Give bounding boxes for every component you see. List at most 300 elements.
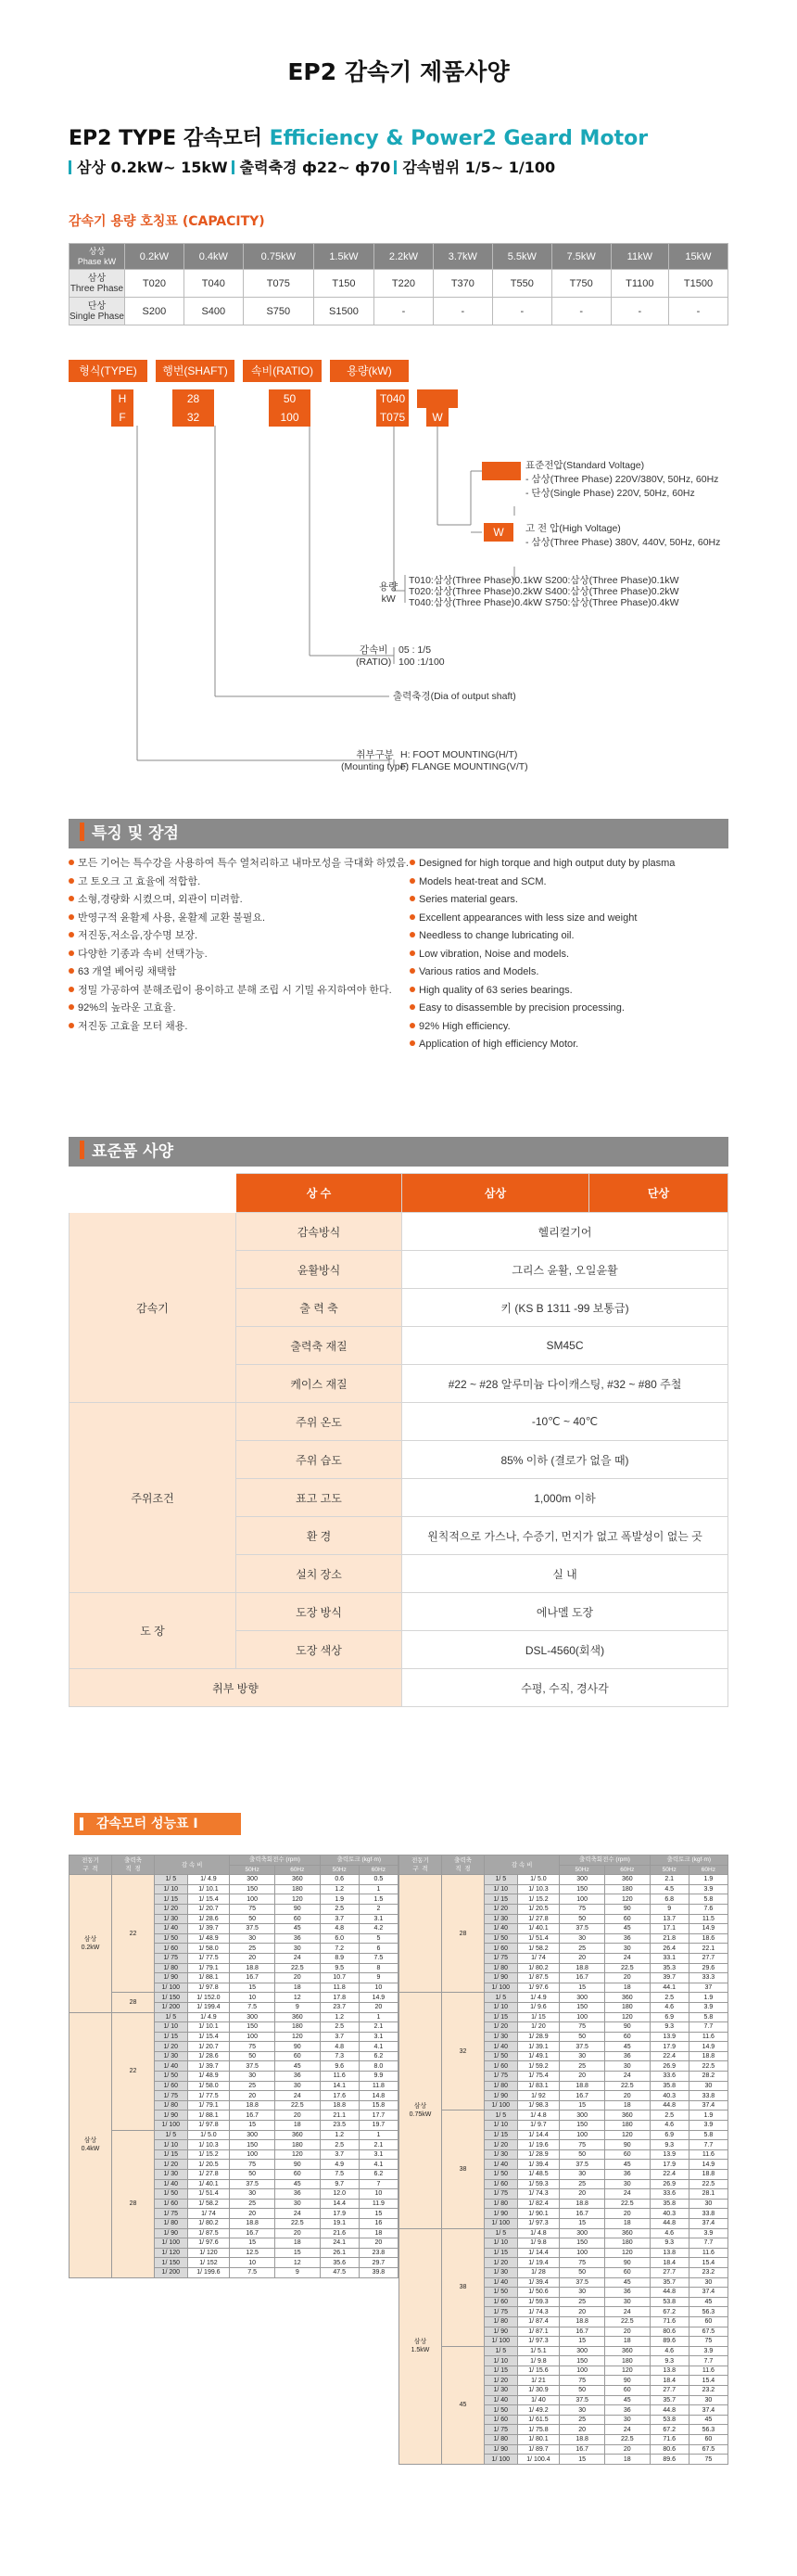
perf-ratio: 1/ 30 xyxy=(485,2386,518,2396)
perf-value: 1/ 15.2 xyxy=(517,1894,560,1905)
capacity-title: 감속기 용량 호칭표 (CAPACITY) xyxy=(69,214,265,229)
capacity-cell: S200 xyxy=(124,298,183,325)
perf-value: 1/ 49.2 xyxy=(517,2405,560,2416)
perf-ratio: 1/ 20 xyxy=(155,2160,188,2170)
feature-item: 저진동 고효율 모터 채용. xyxy=(69,1018,409,1037)
perf-head-ratio: 감 속 비 xyxy=(155,1855,230,1875)
perf-value: 15 xyxy=(560,2218,605,2228)
perf-value: 1/ 88.1 xyxy=(187,1973,230,1983)
perf-value: 3.9 xyxy=(689,1884,727,1894)
perf-value: 17.9 xyxy=(650,2160,689,2170)
spec-item: 표고 고도 xyxy=(236,1479,402,1517)
perf-value: 1.2 xyxy=(320,2012,359,2022)
perf-value: 9.5 xyxy=(320,1963,359,1973)
perf-value: 23.7 xyxy=(320,2002,359,2012)
perf-value: 29.7 xyxy=(359,2258,398,2268)
perf-value: 1/ 15 xyxy=(517,2012,560,2022)
perf-value: 11.6 xyxy=(689,2149,727,2160)
perf-value: 1/ 4.9 xyxy=(187,2012,230,2022)
perf-ratio: 1/ 30 xyxy=(155,2051,188,2061)
perf-ratio: 1/ 90 xyxy=(155,2228,188,2238)
perf-value: 24 xyxy=(604,2189,650,2200)
perf-value: 1/ 100.4 xyxy=(517,2455,560,2465)
perf-ratio: 1/ 10 xyxy=(485,2356,518,2366)
capacity-kw-6: 5.5kW xyxy=(492,244,551,270)
perf-value: 20 xyxy=(560,1953,605,1963)
perf-ratio: 1/ 40 xyxy=(485,2042,518,2052)
perf-value: 3.9 xyxy=(689,2228,727,2238)
feature-item: Application of high efficiency Motor. xyxy=(410,1036,675,1054)
perf-value: 60 xyxy=(604,2267,650,2277)
perf-value: 1/ 39.1 xyxy=(517,2042,560,2052)
feature-item: Excellent appearances with less size and weight xyxy=(410,910,675,928)
perf-value: 22.5 xyxy=(604,2435,650,2445)
perf-value: 22.5 xyxy=(274,1963,320,1973)
perf-value: 60 xyxy=(604,2386,650,2396)
perf-value: 25 xyxy=(230,1944,275,1954)
perf-value: 30 xyxy=(604,2061,650,2072)
perf-value: 20 xyxy=(604,2091,650,2101)
mount-flange: F: FLANGE MOUNTING(V/T) xyxy=(400,761,528,772)
perf-value: 30 xyxy=(604,2179,650,2189)
perf-value: 7.7 xyxy=(689,2022,727,2033)
perf-value: 180 xyxy=(604,2002,650,2012)
perf-ratio: 1/ 15 xyxy=(485,2012,518,2022)
perf-value: 1/ 120 xyxy=(187,2248,230,2258)
perf-value: 22.5 xyxy=(689,2179,727,2189)
perf-value: 1/ 74 xyxy=(187,2209,230,2219)
perf-value: 20 xyxy=(359,2002,398,2012)
perf-value: 1/ 28.9 xyxy=(517,2032,560,2042)
perf-value: 9 xyxy=(359,1973,398,1983)
perf-ratio: 1/ 80 xyxy=(485,1963,518,1973)
perf-value: 1/ 5.0 xyxy=(187,2130,230,2140)
perf-value: 1/ 40 xyxy=(517,2395,560,2405)
features-english-list xyxy=(410,855,675,1054)
perf-value: 30 xyxy=(560,2051,605,2061)
capacity-cell: T040 xyxy=(183,270,243,298)
performance-table-left xyxy=(69,1855,398,2278)
ratio-list-1: 05 : 1/5 xyxy=(398,644,432,656)
perf-value: 300 xyxy=(560,2111,605,2121)
perf-head-shaft: 출력축 직 경 xyxy=(442,1855,485,1875)
perf-value: 89.6 xyxy=(650,2455,689,2465)
perf-ratio: 1/ 90 xyxy=(485,1973,518,1983)
perf-value: 4.6 xyxy=(650,2121,689,2131)
perf-value: 50 xyxy=(230,2170,275,2180)
perf-value: 12 xyxy=(274,2258,320,2268)
bullet-icon xyxy=(69,914,74,920)
perf-value: 11.8 xyxy=(359,2081,398,2091)
perf-value: 1.9 xyxy=(320,1894,359,1905)
perf-value: 20 xyxy=(230,2209,275,2219)
perf-value: 1/ 40.1 xyxy=(517,1924,560,1934)
perf-value: 15 xyxy=(560,1983,605,1993)
perf-head-hz: 50Hz xyxy=(560,1865,605,1875)
perf-value: 3.9 xyxy=(689,2346,727,2356)
perf-value: 30 xyxy=(689,2277,727,2288)
perf-value: 3.1 xyxy=(359,2149,398,2160)
spec-value: DSL-4560(회색) xyxy=(402,1631,728,1669)
perf-value: 1/ 59.3 xyxy=(517,2179,560,2189)
perf-value: 18.8 xyxy=(560,2435,605,2445)
kw-code-t075: T075 xyxy=(376,408,409,427)
perf-value: 1/ 20 xyxy=(517,2022,560,2033)
perf-head-hz: 60Hz xyxy=(359,1865,398,1875)
perf-value: 18 xyxy=(604,2337,650,2347)
motor-title xyxy=(69,122,648,151)
perf-value: 100 xyxy=(230,1894,275,1905)
perf-value: 60 xyxy=(604,2149,650,2160)
perf-value: 18.8 xyxy=(689,2051,727,2061)
perf-value: 3.9 xyxy=(689,2121,727,2131)
perf-ratio: 1/ 10 xyxy=(155,2022,188,2033)
perf-ratio: 1/ 80 xyxy=(155,2218,188,2228)
perf-value: 50 xyxy=(560,2149,605,2160)
perf-value: 150 xyxy=(560,1884,605,1894)
perf-ratio: 1/ 30 xyxy=(485,1914,518,1924)
perf-ratio: 1/ 15 xyxy=(155,1894,188,1905)
perf-value: 15 xyxy=(560,2337,605,2347)
perf-value: 1/ 87.5 xyxy=(187,2228,230,2238)
shaft-code-28: 28 xyxy=(172,389,214,408)
perf-value: 6.0 xyxy=(320,1933,359,1944)
perf-value: 37.5 xyxy=(230,2179,275,2189)
perf-value: 3.1 xyxy=(359,2032,398,2042)
perf-ratio: 1/ 40 xyxy=(485,2395,518,2405)
perf-value: 14.8 xyxy=(359,2091,398,2101)
perf-value: 21.8 xyxy=(650,1933,689,1944)
perf-value: 17.9 xyxy=(650,2042,689,2052)
perf-row xyxy=(399,1875,728,1885)
perf-head-hz: 50Hz xyxy=(320,1865,359,1875)
bullet-icon xyxy=(69,878,74,884)
perf-row xyxy=(70,2012,398,2022)
perf-value: 300 xyxy=(560,2346,605,2356)
perf-value: 1 xyxy=(359,2130,398,2140)
spec-value: -10℃ ~ 40℃ xyxy=(402,1403,728,1441)
perf-ratio: 1/ 40 xyxy=(155,2179,188,2189)
spec-value: 에나멜 도장 xyxy=(402,1593,728,1631)
perf-value: 5.8 xyxy=(689,2130,727,2140)
perf-value: 90 xyxy=(604,2140,650,2150)
perf-ratio: 1/ 10 xyxy=(485,2121,518,2131)
perf-value: 1/ 15.6 xyxy=(517,2366,560,2376)
perf-value: 360 xyxy=(604,2228,650,2238)
perf-value: 25 xyxy=(560,2297,605,2307)
perf-ratio: 1/ 80 xyxy=(485,2199,518,2209)
perf-value: 19.7 xyxy=(359,2121,398,2131)
perf-value: 8 xyxy=(359,1963,398,1973)
spec-value: 그리스 윤활, 오일윤활 xyxy=(402,1251,728,1289)
perf-ratio: 1/ 5 xyxy=(155,2130,188,2140)
perf-value: 0.5 xyxy=(359,1875,398,1885)
perf-ratio: 1/ 50 xyxy=(485,2051,518,2061)
perf-value: 36 xyxy=(604,2170,650,2180)
perf-ratio: 1/ 15 xyxy=(485,2366,518,2376)
perf-value: 18 xyxy=(604,2100,650,2111)
perf-value: 1/ 97.6 xyxy=(187,2238,230,2249)
perf-value: 120 xyxy=(274,2032,320,2042)
perf-ratio: 1/ 50 xyxy=(485,1933,518,1944)
perf-value: 1/ 80.1 xyxy=(517,2435,560,2445)
perf-ratio: 1/ 50 xyxy=(485,2405,518,2416)
perf-value: 100 xyxy=(560,1894,605,1905)
capacity-kw-7: 7.5kW xyxy=(551,244,611,270)
perf-motor: 삼상 0.2kW xyxy=(70,1875,112,2012)
perf-row xyxy=(399,2346,728,2356)
perf-value: 1/ 83.1 xyxy=(517,2081,560,2091)
perf-value: 30 xyxy=(560,1933,605,1944)
perf-value: 17.6 xyxy=(320,2091,359,2101)
kw-header: 용량(kW) xyxy=(330,360,409,382)
perf-value: 1/ 79.1 xyxy=(187,2100,230,2111)
perf-row xyxy=(399,2228,728,2238)
perf-value: 180 xyxy=(604,2121,650,2131)
capacity-cell: S1500 xyxy=(313,298,373,325)
perf-value: 13.7 xyxy=(650,1914,689,1924)
mount-foot: H: FOOT MOUNTING(H/T) xyxy=(400,749,518,760)
type-code-f: F xyxy=(111,408,133,427)
perf-value: 35.8 xyxy=(650,2081,689,2091)
perf-ratio: 1/ 10 xyxy=(485,2238,518,2249)
perf-value: 11.8 xyxy=(320,1983,359,1993)
perf-value: 11.9 xyxy=(359,2199,398,2209)
perf-value: 1/ 59.2 xyxy=(517,2061,560,2072)
perf-value: 10 xyxy=(359,2189,398,2200)
perf-value: 67.2 xyxy=(650,2307,689,2317)
perf-value: 360 xyxy=(604,1993,650,2003)
capacity-cell: - xyxy=(611,298,668,325)
perf-value: 80.6 xyxy=(650,2327,689,2337)
perf-value: 11.6 xyxy=(689,2248,727,2258)
perf-value: 150 xyxy=(560,2002,605,2012)
feature-item: Designed for high torque and high output duty by plasma xyxy=(410,855,675,874)
perf-value: 30 xyxy=(560,2288,605,2298)
perf-value: 36 xyxy=(604,2051,650,2061)
perf-value: 18.8 xyxy=(230,2100,275,2111)
perf-value: 150 xyxy=(560,2356,605,2366)
perf-value: 60 xyxy=(274,2051,320,2061)
perf-value: 37.4 xyxy=(689,2100,727,2111)
perf-value: 20 xyxy=(560,2189,605,2200)
perf-value: 3.7 xyxy=(320,1914,359,1924)
bullet-icon xyxy=(410,860,415,865)
perf-value: 40.3 xyxy=(650,2209,689,2219)
perf-value: 11.6 xyxy=(689,2366,727,2376)
spec-item: 출력축 재질 xyxy=(236,1327,402,1365)
spec-item: 도장 방식 xyxy=(236,1593,402,1631)
perf-value: 60 xyxy=(604,2032,650,2042)
perf-value: 0.6 xyxy=(320,1875,359,1885)
ratio-header: 속비(RATIO) xyxy=(243,360,322,382)
perf-value: 1/ 82.4 xyxy=(517,2199,560,2209)
spec-value: #22 ~ #28 알루미늄 다이캐스팅, #32 ~ #80 주철 xyxy=(402,1365,728,1403)
perf-value: 2.5 xyxy=(320,1904,359,1914)
perf-value: 300 xyxy=(230,2130,275,2140)
perf-value: 20 xyxy=(604,2327,650,2337)
perf-ratio: 1/ 30 xyxy=(485,2267,518,2277)
spec-value: 1,000m 이하 xyxy=(402,1479,728,1517)
perf-ratio: 1/ 50 xyxy=(155,2072,188,2082)
perf-value: 16.7 xyxy=(560,2209,605,2219)
perf-value: 53.8 xyxy=(650,2297,689,2307)
feature-item: High quality of 63 series bearings. xyxy=(410,982,675,1001)
perf-value: 75 xyxy=(230,1904,275,1914)
bullet-icon xyxy=(410,1004,415,1010)
feature-item: 반영구적 윤활제 사용, 윤활제 교환 불필요. xyxy=(69,910,409,928)
perf-value: 36 xyxy=(274,1933,320,1944)
motor-shaft-range: 출력축경 ф22~ ф70 xyxy=(239,159,391,176)
perf-head-hz: 60Hz xyxy=(604,1865,650,1875)
kw-list-1: T010:삼상(Three Phase)0.1kW S200:삼상(Three Phase)0.1kW xyxy=(409,575,679,586)
perf-value: 20 xyxy=(560,2425,605,2435)
perf-shaft: 28 xyxy=(112,1993,155,2012)
perf-value: 33.6 xyxy=(650,2072,689,2082)
perf-value: 1/ 80.2 xyxy=(187,2218,230,2228)
perf-ratio: 1/ 5 xyxy=(155,1875,188,1885)
kw-list-3: T040:삼상(Three Phase)0.4kW S750:삼상(Three Phase)0.4kW xyxy=(409,597,679,608)
perf-value: 90 xyxy=(604,2376,650,2386)
shaft-label: 출력축경(Dia of output shaft) xyxy=(393,691,516,702)
perf-value: 44.8 xyxy=(650,2218,689,2228)
perf-value: 180 xyxy=(274,2140,320,2150)
perf-value: 45 xyxy=(274,2061,320,2072)
perf-value: 35.7 xyxy=(650,2277,689,2288)
standard-voltage-single: - 단상(Single Phase) 220V, 50Hz, 60Hz xyxy=(525,488,695,499)
perf-shaft: 32 xyxy=(442,1993,485,2111)
perf-value: 45 xyxy=(604,1924,650,1934)
perf-value: 75 xyxy=(230,2160,275,2170)
perf-value: 2.1 xyxy=(650,1875,689,1885)
perf-value: 2.5 xyxy=(320,2022,359,2033)
spec-group: 취부 방향 xyxy=(70,1669,402,1707)
perf-value: 360 xyxy=(274,1875,320,1885)
perf-value: 2.1 xyxy=(359,2022,398,2033)
perf-value: 14.9 xyxy=(689,2042,727,2052)
perf-value: 7 xyxy=(359,2179,398,2189)
perf-value: 21.1 xyxy=(320,2111,359,2121)
perf-ratio: 1/ 75 xyxy=(485,2307,518,2317)
perf-ratio: 1/ 60 xyxy=(155,1944,188,1954)
perf-value: 1/ 61.5 xyxy=(517,2415,560,2425)
perf-value: 300 xyxy=(230,1875,275,1885)
capacity-table xyxy=(69,243,728,325)
spec-group: 주위조건 xyxy=(70,1403,236,1593)
bullet-icon xyxy=(69,932,74,937)
features-korean-list xyxy=(69,855,409,1036)
perf-value: 1/ 51.4 xyxy=(187,2189,230,2200)
spec-group: 감속기 xyxy=(70,1213,236,1403)
perf-value: 4.6 xyxy=(650,2228,689,2238)
perf-value: 15.8 xyxy=(359,2100,398,2111)
perf-value: 1/ 98.3 xyxy=(517,2100,560,2111)
feature-item: Low vibration, Noise and models. xyxy=(410,946,675,964)
capacity-cell: T220 xyxy=(373,270,433,298)
perf-value: 24 xyxy=(604,1953,650,1963)
perf-ratio: 1/ 90 xyxy=(485,2209,518,2219)
perf-ratio: 1/ 5 xyxy=(485,1993,518,2003)
perf-head-hz: 60Hz xyxy=(689,1865,727,1875)
perf-value: 33.3 xyxy=(689,1973,727,1983)
perf-ratio: 1/ 50 xyxy=(155,2189,188,2200)
perf-value: 37 xyxy=(689,1983,727,1993)
perf-value: 71.6 xyxy=(650,2316,689,2327)
perf-value: 4.2 xyxy=(359,1924,398,1934)
perf-head-torque: 출력토크 (kgf·m) xyxy=(320,1855,398,1866)
perf-ratio: 1/ 20 xyxy=(485,2140,518,2150)
perf-ratio: 1/ 80 xyxy=(485,2435,518,2445)
perf-value: 19.1 xyxy=(320,2218,359,2228)
motor-title-en: Efficiency & Power2 Geard Motor xyxy=(269,127,649,150)
perf-value: 23.2 xyxy=(689,2267,727,2277)
perf-value: 30 xyxy=(689,2199,727,2209)
perf-value: 300 xyxy=(560,2228,605,2238)
perf-value: 300 xyxy=(560,1875,605,1885)
perf-value: 90 xyxy=(274,1904,320,1914)
perf-value: 44.8 xyxy=(650,2405,689,2416)
perf-head-rpm: 출력축회전수 (rpm) xyxy=(560,1855,650,1866)
perf-value: 1/ 97.3 xyxy=(517,2337,560,2347)
perf-motor: 삼상 0.75kW xyxy=(399,1993,442,2228)
perf-value: 14.9 xyxy=(689,2160,727,2170)
perf-value: 36 xyxy=(604,2405,650,2416)
perf-ratio: 1/ 15 xyxy=(485,2248,518,2258)
perf-value: 37.4 xyxy=(689,2405,727,2416)
capacity-cell: S750 xyxy=(243,298,313,325)
kw-label: 용량 kW xyxy=(379,581,398,605)
high-voltage-title: 고 전 압(High Voltage) xyxy=(525,523,621,534)
perf-ratio: 1/ 50 xyxy=(155,1933,188,1944)
perf-value: 50 xyxy=(560,2032,605,2042)
perf-value: 9 xyxy=(274,2002,320,2012)
feature-item: Easy to disassemble by precision processing. xyxy=(410,1000,675,1018)
perf-ratio: 1/ 90 xyxy=(155,2111,188,2121)
perf-value: 18.8 xyxy=(560,1963,605,1973)
perf-value: 120 xyxy=(604,2012,650,2022)
perf-value: 44.8 xyxy=(650,2288,689,2298)
perf-value: 75 xyxy=(560,2376,605,2386)
perf-value: 1/ 74 xyxy=(517,1953,560,1963)
perf-table-right-wrap xyxy=(398,1855,728,2465)
perf-value: 1/ 97.8 xyxy=(187,2121,230,2131)
perf-value: 1.9 xyxy=(689,1875,727,1885)
perf-value: 1/ 89.7 xyxy=(517,2444,560,2455)
perf-value: 1/ 152 xyxy=(187,2258,230,2268)
perf-value: 1/ 90.1 xyxy=(517,2209,560,2219)
perf-value: 23.5 xyxy=(320,2121,359,2131)
perf-value: 2.5 xyxy=(650,1993,689,2003)
perf-row xyxy=(70,1875,398,1885)
perf-value: 30 xyxy=(230,2189,275,2200)
bullet-icon xyxy=(410,932,415,937)
perf-value: 39.7 xyxy=(650,1973,689,1983)
perf-value: 1/ 10.1 xyxy=(187,1884,230,1894)
perf-value: 360 xyxy=(604,2111,650,2121)
perf-value: 1/ 9.7 xyxy=(517,2121,560,2131)
bullet-icon xyxy=(410,914,415,920)
perf-ratio: 1/ 75 xyxy=(155,2091,188,2101)
perf-ratio: 1/ 15 xyxy=(155,2149,188,2160)
perf-ratio: 1/ 50 xyxy=(485,2170,518,2180)
perf-value: 7.7 xyxy=(689,2140,727,2150)
perf-value: 1/ 21 xyxy=(517,2376,560,2386)
perf-value: 3.1 xyxy=(359,1914,398,1924)
perf-value: 100 xyxy=(560,2012,605,2022)
perf-value: 21.6 xyxy=(320,2228,359,2238)
perf-ratio: 1/ 60 xyxy=(485,2061,518,2072)
perf-value: 1/ 20.7 xyxy=(187,2042,230,2052)
